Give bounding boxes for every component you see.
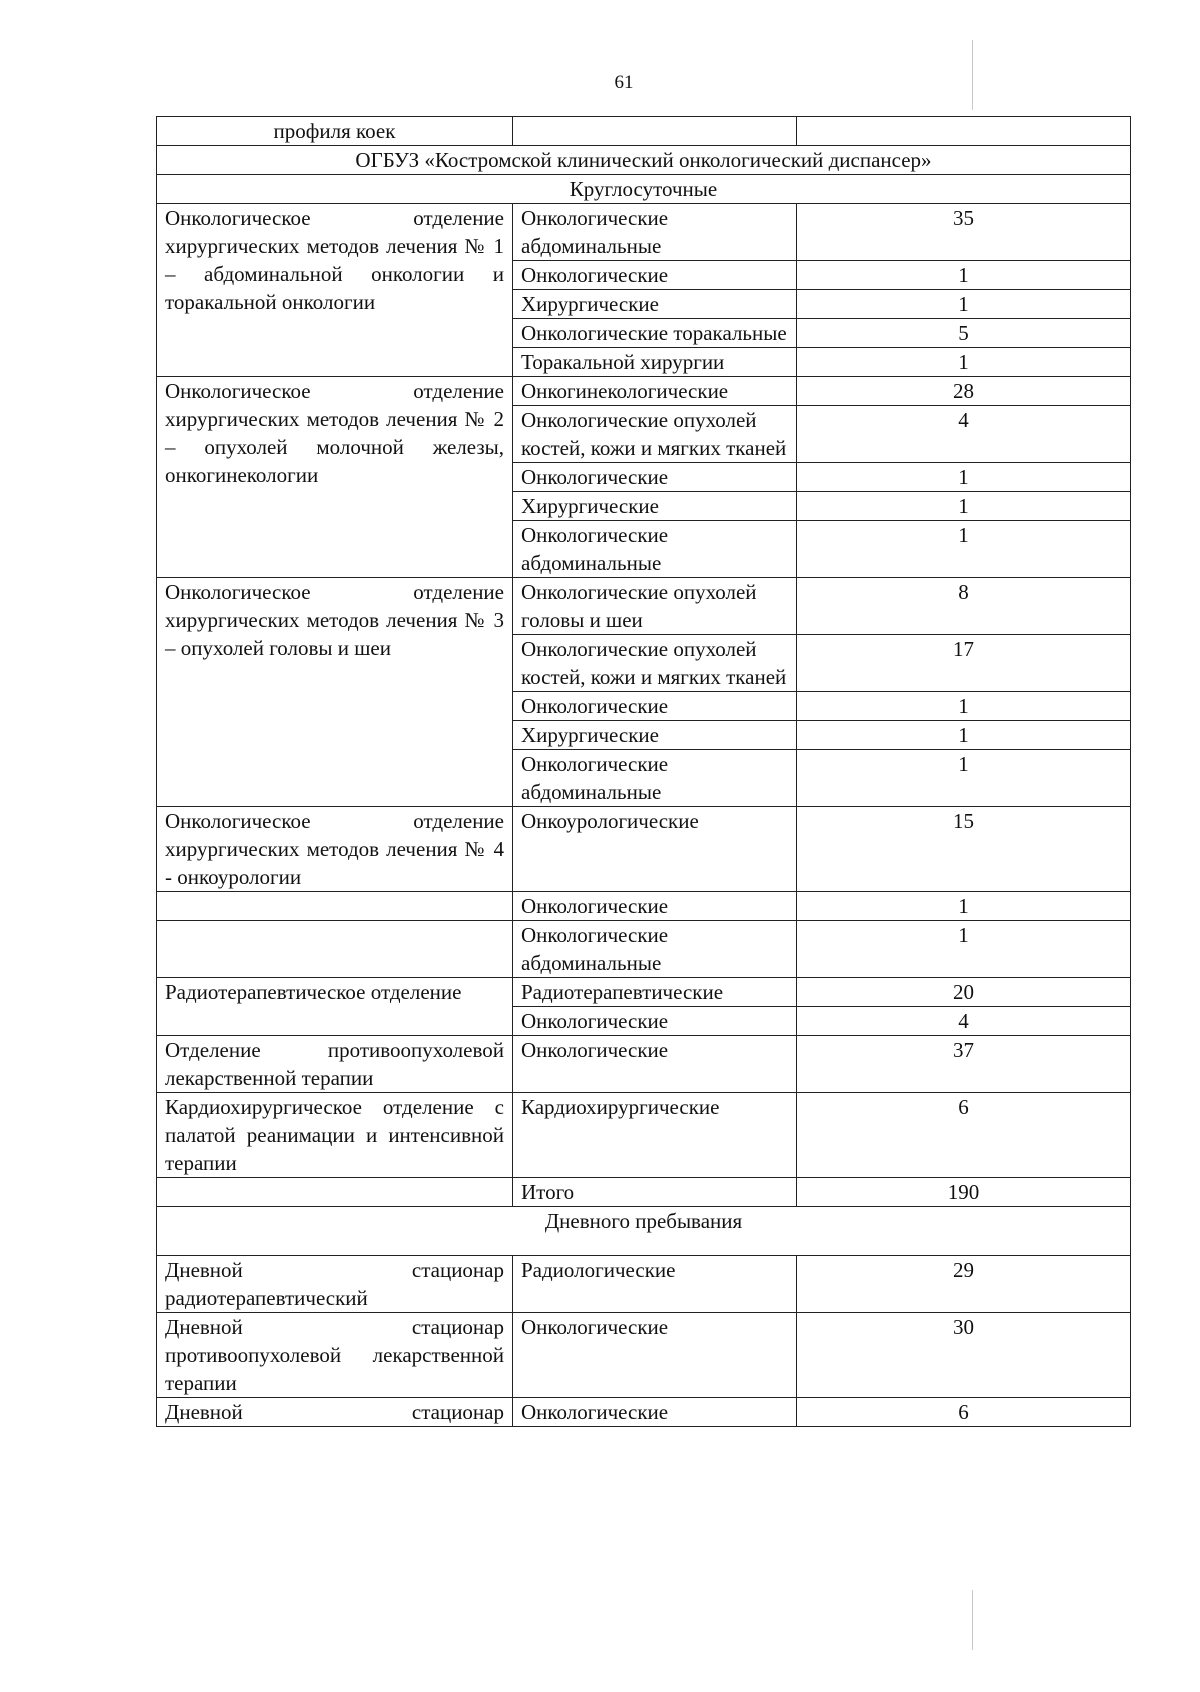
bed-count-cell: 1 [797,492,1131,521]
bed-count-cell: 1 [797,750,1131,807]
department-cell: Дневной стационар [157,1398,513,1427]
bed-profile-cell: Онкологические опухолей костей, кожи и мягких тканей [513,635,797,692]
table-row [157,1178,1131,1207]
bed-count-cell: 4 [797,406,1131,463]
empty-cell [157,892,513,921]
bed-profile-cell: Хирургические [513,290,797,319]
table-row [157,1036,1131,1093]
bed-count-cell: 17 [797,635,1131,692]
section-header: Круглосуточные [157,175,1131,204]
department-cell: Кардиохирургическое отделение с палатой реанимации и интенсивной терапии [157,1093,513,1178]
bed-profile-cell: Онкологические абдоминальные [513,204,797,261]
bed-count-cell: 1 [797,463,1131,492]
department-cell: Радиотерапевтическое отделение [157,978,513,1036]
bed-count-cell: 6 [797,1398,1131,1427]
empty-cell [157,921,513,978]
table-row [157,1256,1131,1313]
bed-count-cell: 1 [797,892,1131,921]
table-row [157,204,1131,261]
department-cell: Онкологическое отделение хирургических методов лечения № 2 – опухолей молочной железы, онкогинекологии [157,377,513,578]
total-label-cell: Итого [513,1178,797,1207]
total-count-cell: 190 [797,1178,1131,1207]
department-cell: Дневной стационар радиотерапевтический [157,1256,513,1313]
bed-profile-cell: Хирургические [513,721,797,750]
table-row [157,1207,1131,1256]
bed-count-cell: 1 [797,521,1131,578]
bed-profile-cell: Онкологические [513,1313,797,1398]
table-row [157,978,1131,1007]
bed-count-cell: 1 [797,721,1131,750]
bed-profile-cell: Онкологические [513,463,797,492]
table-header-cell [797,117,1131,146]
table-row [157,807,1131,892]
bed-count-cell: 1 [797,692,1131,721]
table-row [157,892,1131,921]
institution-title: ОГБУЗ «Костромской клинический онкологический диспансер» [157,146,1131,175]
bed-profile-cell: Радиологические [513,1256,797,1313]
table-row [157,1398,1131,1427]
table-row [157,1093,1131,1178]
bed-count-cell: 30 [797,1313,1131,1398]
bed-profile-cell: Онкоурологические [513,807,797,892]
bed-count-cell: 1 [797,348,1131,377]
bed-profile-cell: Онкологические абдоминальные [513,750,797,807]
bed-profile-cell: Онкологические абдоминальные [513,521,797,578]
bed-profile-cell: Онкологические [513,1398,797,1427]
bed-profile-cell: Онкологические [513,892,797,921]
department-cell: Онкологическое отделение хирургических методов лечения № 4 - онкоурологии [157,807,513,892]
bed-profile-cell: Онкологические [513,261,797,290]
table-row [157,117,1131,146]
table-row [157,146,1131,175]
bed-count-cell: 37 [797,1036,1131,1093]
table-row [157,1313,1131,1398]
bed-count-cell: 15 [797,807,1131,892]
bed-profile-cell: Торакальной хирургии [513,348,797,377]
bed-profile-cell: Онкологические абдоминальные [513,921,797,978]
table-row [157,377,1131,406]
bed-profile-cell: Онкологические опухолей костей, кожи и мягких тканей [513,406,797,463]
bed-count-cell: 5 [797,319,1131,348]
bed-count-cell: 20 [797,978,1131,1007]
bed-count-cell: 1 [797,921,1131,978]
department-cell: Дневной стационар противоопухолевой лекарственной терапии [157,1313,513,1398]
table-row [157,921,1131,978]
scan-artifact-line [972,1590,973,1650]
table-row [157,175,1131,204]
beds-table [156,116,1131,1427]
bed-count-cell: 8 [797,578,1131,635]
bed-profile-cell: Кардиохирургические [513,1093,797,1178]
empty-cell [157,1178,513,1207]
department-cell: Онкологическое отделение хирургических методов лечения № 1 – абдоминальной онкологии и торакальной онкологии [157,204,513,377]
bed-profile-cell: Онкологические [513,1007,797,1036]
bed-count-cell: 6 [797,1093,1131,1178]
table-header-cell [513,117,797,146]
table-header-cell: профиля коек [157,117,513,146]
bed-profile-cell: Онкологические торакальные [513,319,797,348]
department-cell: Отделение противоопухолевой лекарственной терапии [157,1036,513,1093]
bed-profile-cell: Радиотерапевтические [513,978,797,1007]
table-row [157,578,1131,635]
bed-count-cell: 4 [797,1007,1131,1036]
bed-profile-cell: Онкологические [513,1036,797,1093]
bed-profile-cell: Онкологические [513,692,797,721]
bed-count-cell: 1 [797,290,1131,319]
bed-profile-cell: Онкогинекологические [513,377,797,406]
bed-count-cell: 29 [797,1256,1131,1313]
section-header: Дневного пребывания [157,1207,1131,1256]
department-cell: Онкологическое отделение хирургических методов лечения № 3 – опухолей головы и шеи [157,578,513,807]
bed-count-cell: 1 [797,261,1131,290]
bed-count-cell: 35 [797,204,1131,261]
bed-profile-cell: Хирургические [513,492,797,521]
scan-artifact-line [972,40,973,110]
bed-count-cell: 28 [797,377,1131,406]
bed-profile-cell: Онкологические опухолей головы и шеи [513,578,797,635]
page-number: 61 [614,72,634,93]
